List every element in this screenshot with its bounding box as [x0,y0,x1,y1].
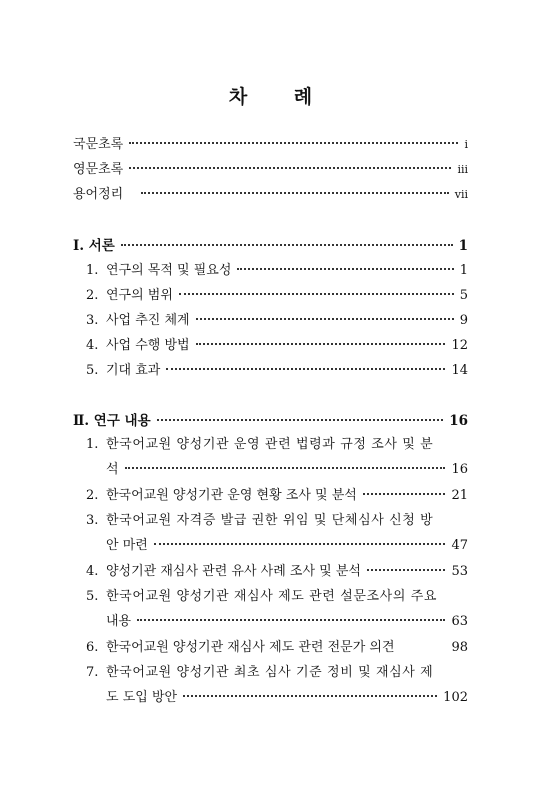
toc-entry-abstract-korean[interactable] [73,136,468,154]
toc-section-2-2[interactable] [86,487,468,505]
entry-page: vii [454,188,468,201]
section-page: 53 [451,564,468,579]
section-label: 사업 수행 방법 [106,338,190,353]
section-label: 한국어교원 양성기관 최초 심사 기준 정비 및 재심사 제 [106,665,434,680]
toc-section-2-6[interactable] [86,639,468,657]
dot-leader [367,569,445,571]
dot-leader [196,343,446,345]
section-label: 한국어교원 양성기관 재심사 제도 관련 전문가 의견 [106,640,395,655]
section-number: 6. [86,640,99,655]
toc-section-2-4[interactable] [86,563,468,581]
section-number: 4. [86,564,99,579]
section-page: 5 [459,288,468,303]
dot-leader [179,293,454,295]
dot-leader [121,244,453,246]
section-page: 98 [451,640,468,655]
dot-leader [137,619,445,621]
section-label: 한국어교원 자격증 발급 권한 위임 및 단체심사 신청 방 [106,513,434,528]
toc-section-2-3-line1[interactable] [86,512,468,530]
section-label: 한국어교원 양성기관 운영 관련 법령과 규정 조사 및 분 [106,437,434,452]
entry-label: 용어정리 [73,187,124,202]
entry-page: i [464,138,468,151]
dot-leader [363,493,446,495]
section-label-cont: 내용 [106,614,132,629]
section-label-cont: 안 마련 [106,538,148,553]
dot-leader [154,543,446,545]
section-number: 5. [86,589,99,604]
section-label-cont: 석 [106,462,119,477]
section-label: 양성기관 재심사 관련 유사 사례 조사 및 분석 [106,564,361,579]
section-number: 4. [86,338,99,353]
section-page: 47 [451,538,468,553]
toc-section-1-3[interactable] [86,312,468,330]
toc-section-2-3-line2[interactable] [106,537,468,555]
dot-leader [183,695,437,697]
section-page: 63 [451,614,468,629]
section-label: 기대 효과 [106,363,161,378]
toc-section-1-4[interactable] [86,337,468,355]
toc-entry-abstract-english[interactable] [73,161,468,179]
section-page: 102 [443,690,468,705]
dot-leader [157,419,444,421]
section-number: 3. [86,513,99,528]
section-label: 연구의 범위 [106,288,173,303]
toc-section-1-5[interactable] [86,362,468,380]
section-number: 1. [86,263,99,278]
toc-section-1-2[interactable] [86,287,468,305]
toc-entry-glossary[interactable] [73,186,468,204]
chapter-label: Ⅱ. 연구 내용 [73,413,151,429]
dot-leader [129,142,458,144]
dot-leader [237,268,453,270]
chapter-page: 1 [458,238,468,254]
section-number: 2. [86,488,99,503]
section-page: 14 [451,363,468,378]
toc-section-1-1[interactable] [86,262,468,280]
section-page: 21 [451,488,468,503]
toc-section-2-1-line2[interactable] [106,461,468,479]
section-number: 2. [86,288,99,303]
section-page: 12 [451,338,468,353]
toc-section-2-7-line1[interactable] [86,664,468,682]
dot-leader [166,368,445,370]
toc-section-2-5-line2[interactable] [106,613,468,631]
section-number: 5. [86,363,99,378]
toc-section-2-5-line1[interactable] [86,588,468,606]
section-number: 1. [86,437,99,452]
section-label-cont: 도 도입 방안 [106,690,178,705]
toc-chapter-2[interactable] [73,412,468,430]
section-label: 연구의 목적 및 필요성 [106,263,232,278]
dot-leader [129,167,451,169]
section-page: 16 [451,462,468,477]
toc-section-2-7-line2[interactable] [106,689,468,707]
chapter-page: 16 [449,413,468,429]
section-number: 3. [86,313,99,328]
entry-label: 영문초록 [73,162,124,177]
section-page: 9 [459,313,468,328]
section-label: 한국어교원 양성기관 재심사 제도 관련 설문조사의 주요 [106,589,438,604]
toc-title: 차 례 [228,86,333,108]
section-number: 7. [86,665,99,680]
dot-leader [196,318,454,320]
entry-page: iii [457,163,468,176]
section-label: 사업 추진 체계 [106,313,190,328]
dot-leader [141,192,449,194]
section-label: 한국어교원 양성기관 운영 현황 조사 및 분석 [106,488,357,503]
toc-chapter-1[interactable] [73,237,468,255]
dot-leader [125,467,446,469]
entry-label: 국문초록 [73,137,124,152]
toc-section-2-1-line1[interactable] [86,436,468,454]
section-page: 1 [459,263,468,278]
chapter-label: Ⅰ. 서론 [73,238,115,254]
